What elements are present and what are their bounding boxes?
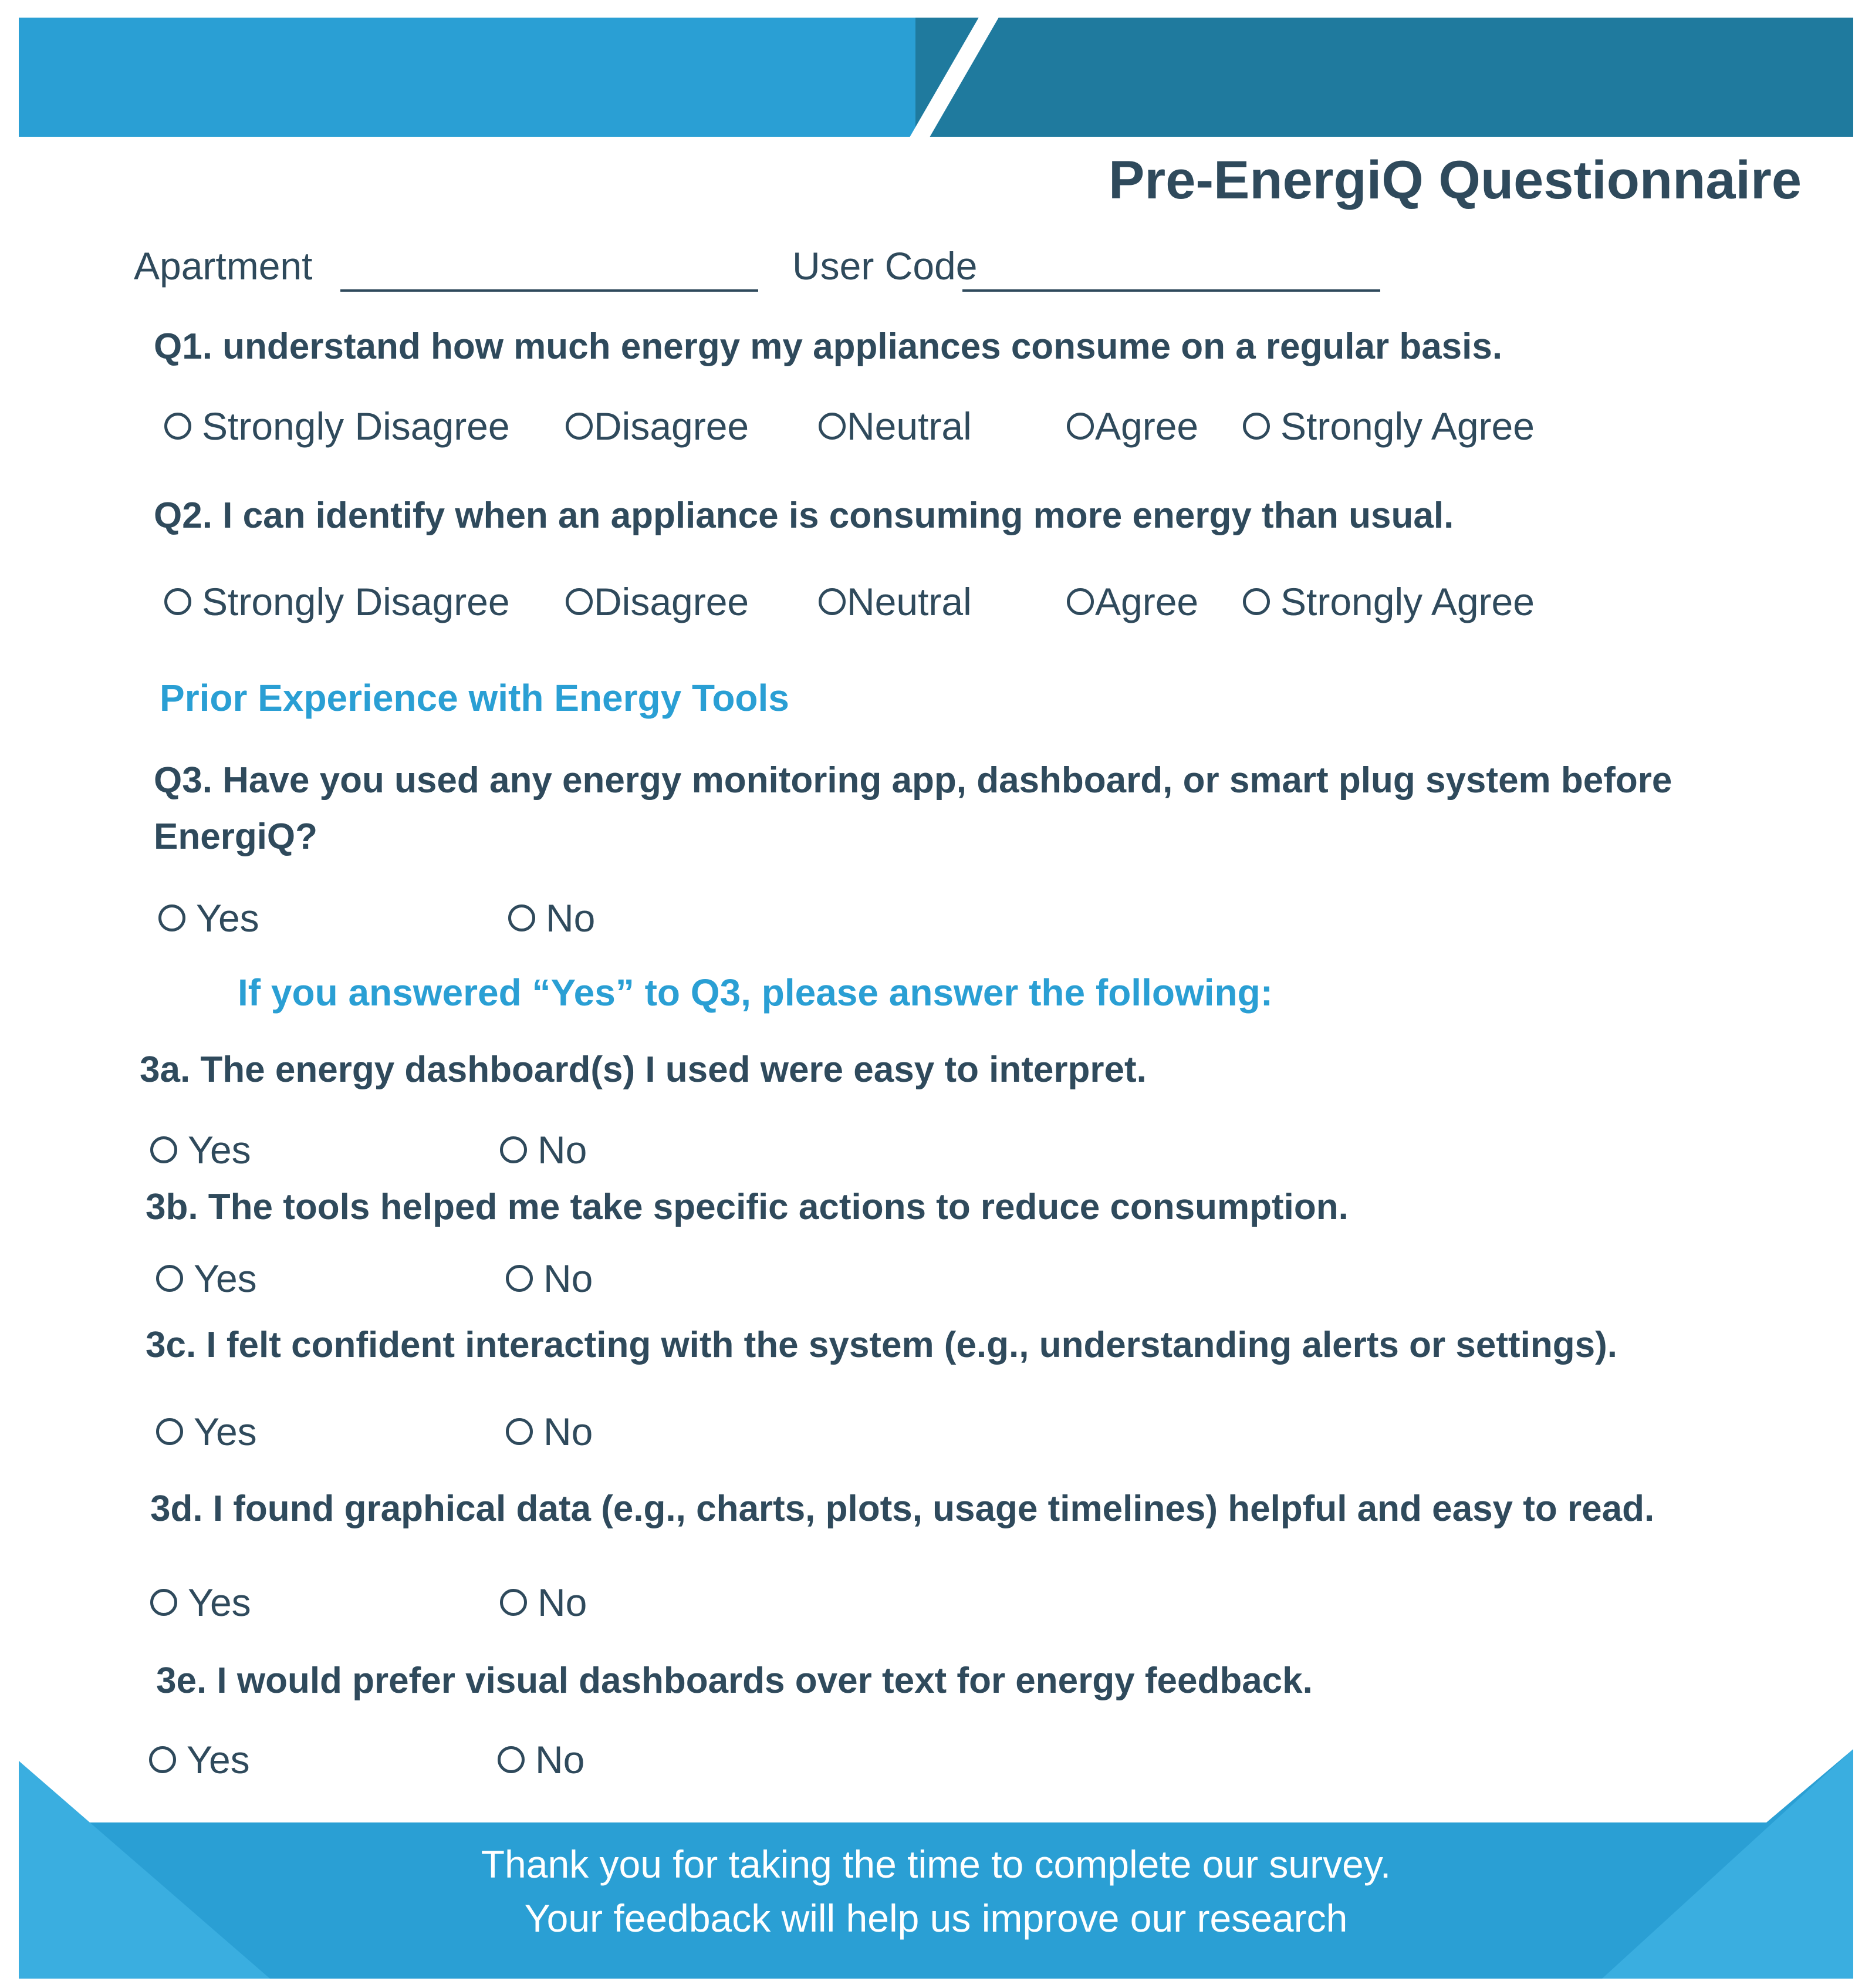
apartment-label: Apartment xyxy=(134,244,313,288)
q3b-option-yes[interactable]: Yes xyxy=(156,1256,257,1301)
q3c-option-yes[interactable]: Yes xyxy=(156,1409,257,1454)
radio-icon[interactable] xyxy=(158,904,185,931)
radio-icon[interactable] xyxy=(506,1418,533,1445)
section-heading: Prior Experience with Energy Tools xyxy=(160,677,789,719)
q3d-option-yes[interactable]: Yes xyxy=(150,1580,251,1625)
q2-option-strongly-agree[interactable]: Strongly Agree xyxy=(1243,579,1535,624)
question-q3: Q3. Have you used any energy monitoring app, dashboard, or smart plug system before EnergiQ? xyxy=(154,760,1672,857)
radio-icon[interactable] xyxy=(1243,588,1270,615)
radio-icon[interactable] xyxy=(819,588,846,615)
q2-option-neutral[interactable]: Neutral xyxy=(819,579,972,624)
radio-icon[interactable] xyxy=(156,1265,183,1292)
question-3d: 3d. I found graphical data (e.g., charts, plots, usage timelines) helpful and easy to read. xyxy=(150,1489,1655,1529)
q3-option-yes[interactable]: Yes xyxy=(158,896,259,940)
q3d-option-no[interactable]: No xyxy=(500,1580,587,1625)
q2-option-disagree[interactable]: Disagree xyxy=(566,579,749,624)
header-banner-left xyxy=(19,18,958,137)
q3e-option-no[interactable]: No xyxy=(498,1737,584,1782)
footer-line-2: Your feedback will help us improve our research xyxy=(524,1896,1348,1940)
q3e-option-yes[interactable]: Yes xyxy=(149,1737,250,1782)
q3b-option-no[interactable]: No xyxy=(506,1256,593,1301)
question-3a: 3a. The energy dashboard(s) I used were easy to interpret. xyxy=(140,1049,1147,1090)
radio-icon[interactable] xyxy=(566,413,593,440)
user-code-label: User Code xyxy=(792,244,978,288)
radio-icon[interactable] xyxy=(508,904,535,931)
footer-line-1: Thank you for taking the time to complete our survey. xyxy=(481,1842,1391,1886)
footer-message xyxy=(19,1837,1853,1945)
q1-option-disagree[interactable]: Disagree xyxy=(566,404,749,448)
question-3e: 3e. I would prefer visual dashboards over text for energy feedback. xyxy=(156,1660,1313,1701)
radio-icon[interactable] xyxy=(1067,588,1094,615)
radio-icon[interactable] xyxy=(164,588,191,615)
page-title: Pre-EnergiQ Questionnaire xyxy=(1109,150,1802,210)
q1-option-strongly-agree[interactable]: Strongly Agree xyxy=(1243,404,1535,448)
q1-option-agree[interactable]: Agree xyxy=(1067,404,1198,448)
radio-icon[interactable] xyxy=(1067,413,1094,440)
radio-icon[interactable] xyxy=(500,1589,527,1616)
radio-icon[interactable] xyxy=(566,588,593,615)
radio-icon[interactable] xyxy=(164,413,191,440)
q3-option-no[interactable]: No xyxy=(508,896,595,940)
radio-icon[interactable] xyxy=(500,1136,527,1163)
user-code-field[interactable] xyxy=(962,289,1380,292)
radio-icon[interactable] xyxy=(506,1265,533,1292)
apartment-field[interactable] xyxy=(340,289,758,292)
q3a-option-no[interactable]: No xyxy=(500,1128,587,1172)
radio-icon[interactable] xyxy=(819,413,846,440)
question-3b: 3b. The tools helped me take specific actions to reduce consumption. xyxy=(146,1187,1349,1227)
radio-icon[interactable] xyxy=(156,1418,183,1445)
question-3c: 3c. I felt confident interacting with the system (e.g., understanding alerts or settings). xyxy=(146,1325,1617,1365)
header-banner-right xyxy=(915,18,1853,137)
q2-option-strongly-disagree[interactable]: Strongly Disagree xyxy=(164,579,510,624)
followup-note: If you answered “Yes” to Q3, please answer the following: xyxy=(238,971,1273,1014)
question-q1: Q1. understand how much energy my appliances consume on a regular basis. xyxy=(154,326,1503,367)
radio-icon[interactable] xyxy=(150,1589,177,1616)
radio-icon[interactable] xyxy=(1243,413,1270,440)
q3a-option-yes[interactable]: Yes xyxy=(150,1128,251,1172)
q2-option-agree[interactable]: Agree xyxy=(1067,579,1198,624)
q3c-option-no[interactable]: No xyxy=(506,1409,593,1454)
question-q2: Q2. I can identify when an appliance is consuming more energy than usual. xyxy=(154,495,1454,536)
radio-icon[interactable] xyxy=(150,1136,177,1163)
q1-option-neutral[interactable]: Neutral xyxy=(819,404,972,448)
q1-option-strongly-disagree[interactable]: Strongly Disagree xyxy=(164,404,510,448)
